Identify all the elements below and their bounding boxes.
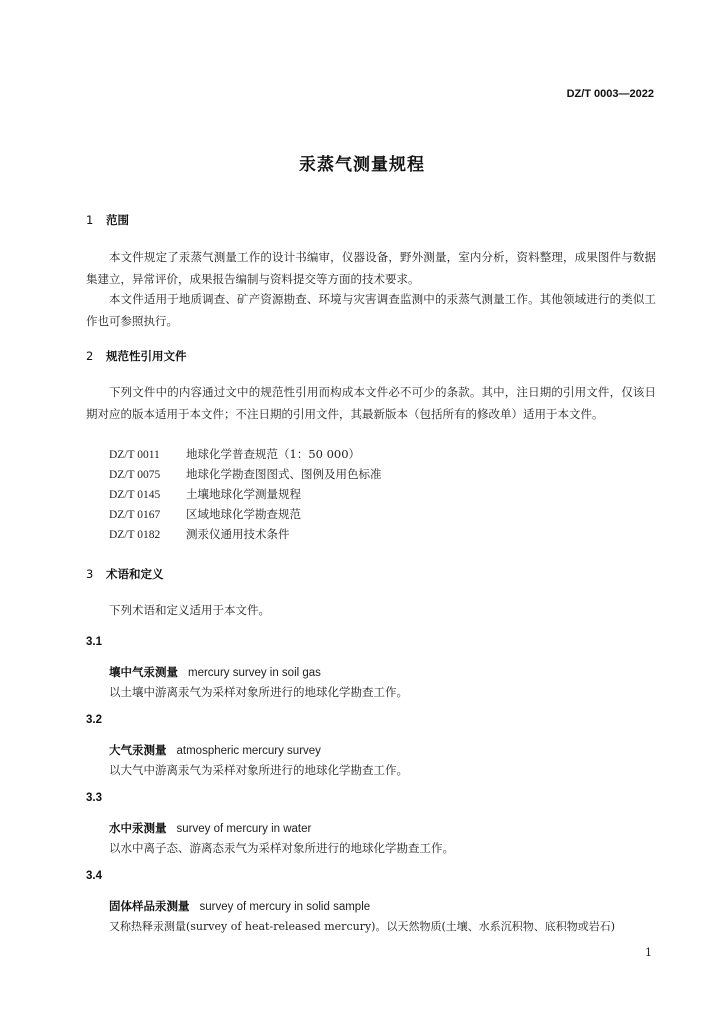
reference-item [109, 504, 301, 525]
reference-code: DZ/T 0145 [109, 489, 161, 501]
term-number: 3.2 [86, 714, 102, 726]
term-definition: 以土壤中游离汞气为采样对象所进行的地球化学勘查工作。 [109, 685, 408, 699]
term-number: 3.1 [86, 636, 102, 648]
term-definition: 以大气中游离汞气为采样对象所进行的地球化学勘查工作。 [109, 763, 408, 777]
reference-code: DZ/T 0075 [109, 469, 161, 481]
reference-code: DZ/T 0011 [109, 449, 160, 461]
term-definition: 又称热释汞测量(survey of heat-released mercury)。以天然物质(土壤、水系沉积物、底积物或岩石) [109, 920, 616, 933]
term-heading [109, 664, 321, 680]
term-heading [109, 820, 311, 836]
section-title: 术语和定义 [106, 567, 164, 581]
section-1-paragraph-2: 本文件适用于地质调查、矿产资源勘查、环境与灾害调查监测中的汞蒸气测量工作。其他领域进行的类似工作也可参照执行。 [86, 292, 656, 328]
section-number: 2 [86, 349, 94, 363]
section-1-paragraph-1: 本文件规定了汞蒸气测量工作的设计书编审，仪器设备，野外测量，室内分析，资料整理，成果图件与数据集建立，异常评价，成果报告编制与资料提交等方面的技术要求。 [86, 250, 656, 286]
section-3-intro: 下列术语和定义适用于本文件。 [109, 603, 270, 617]
reference-item [109, 444, 360, 465]
term-chinese: 水中汞测量 [109, 821, 167, 835]
standard-code: DZ/T 0003—2022 [566, 88, 654, 100]
reference-title: 土壤地球化学测量规程 [186, 487, 301, 501]
section-title: 规范性引用文件 [106, 349, 187, 363]
term-definition: 以水中离子态、游离态汞气为采样对象所进行的地球化学勘查工作。 [109, 841, 454, 855]
reference-title: 区域地球化学勘查规范 [186, 507, 301, 521]
reference-code: DZ/T 0167 [109, 509, 161, 521]
reference-title: 地球化学普查规范（1：50 000） [186, 447, 361, 461]
term-english: mercury survey in soil gas [188, 667, 321, 679]
section-2-paragraph-1: 下列文件中的内容通过文中的规范性引用而构成本文件必不可少的条款。其中，注日期的引用文件，仅该日期对应的版本适用于本文件；不注日期的引用文件，其最新版本（包括所有的修改单）适用于本文件。 [86, 385, 656, 421]
term-number: 3.3 [86, 792, 102, 804]
section-2-heading [86, 348, 187, 364]
document-title: 汞蒸气测量规程 [299, 155, 425, 175]
term-english: atmospheric mercury survey [176, 745, 321, 757]
reference-item [109, 464, 382, 485]
reference-item [109, 484, 301, 505]
section-1-heading [86, 212, 129, 228]
section-3-heading [86, 566, 164, 582]
term-number: 3.4 [86, 870, 102, 882]
term-heading [109, 898, 370, 914]
term-heading [109, 742, 321, 758]
page-number: 1 [645, 946, 652, 959]
term-english: survey of mercury in solid sample [199, 901, 371, 913]
section-title: 范围 [106, 213, 129, 227]
reference-item [109, 524, 290, 545]
section-number: 1 [86, 213, 94, 227]
reference-title: 地球化学勘查图图式、图例及用色标准 [186, 467, 382, 481]
term-english: survey of mercury in water [176, 823, 312, 835]
term-chinese: 固体样品汞测量 [109, 899, 190, 913]
reference-title: 测汞仪通用技术条件 [186, 527, 290, 541]
section-number: 3 [86, 567, 94, 581]
term-chinese: 壤中气汞测量 [109, 665, 178, 679]
reference-code: DZ/T 0182 [109, 529, 161, 541]
term-chinese: 大气汞测量 [109, 743, 167, 757]
